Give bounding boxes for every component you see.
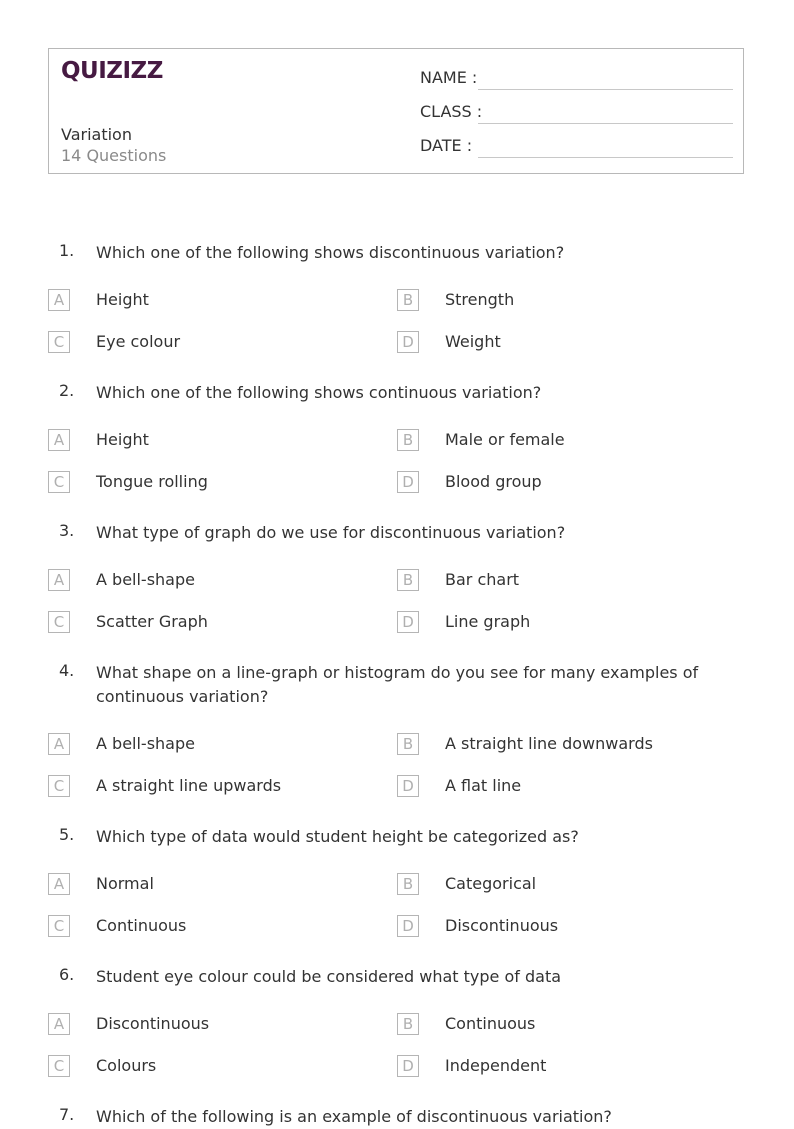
- option-letter-box[interactable]: A: [48, 429, 70, 451]
- question-text: Which one of the following shows continuous variation?: [96, 383, 542, 402]
- class-label: CLASS :: [420, 102, 483, 121]
- option-letter-box[interactable]: B: [397, 873, 419, 895]
- worksheet-title: Variation: [61, 125, 132, 144]
- option-letter-box[interactable]: B: [397, 569, 419, 591]
- option-letter-box[interactable]: A: [48, 873, 70, 895]
- question-number: 5.: [59, 825, 75, 844]
- option-text: Discontinuous: [96, 1014, 210, 1033]
- class-line[interactable]: [478, 123, 733, 124]
- option-text: Bar chart: [445, 570, 520, 589]
- option-letter-box[interactable]: A: [48, 569, 70, 591]
- option-letter-box[interactable]: A: [48, 733, 70, 755]
- option-text: Weight: [445, 332, 501, 351]
- worksheet-header: [48, 48, 744, 174]
- option-text: A bell-shape: [96, 570, 195, 589]
- date-line[interactable]: [478, 157, 733, 158]
- option-text: Male or female: [445, 430, 565, 449]
- question-text: What shape on a line-graph or histogram do you see for many examples of continuous variation?: [96, 663, 699, 706]
- option-letter-box[interactable]: B: [397, 1013, 419, 1035]
- question-number: 2.: [59, 381, 75, 400]
- option-text: Categorical: [445, 874, 537, 893]
- option-letter-box[interactable]: A: [48, 1013, 70, 1035]
- option-text: Height: [96, 290, 149, 309]
- question-text: Student eye colour could be considered what type of data: [96, 967, 562, 986]
- option-text: Eye colour: [96, 332, 181, 351]
- option-text: A straight line upwards: [96, 776, 282, 795]
- question-text: Which one of the following shows discontinuous variation?: [96, 243, 565, 262]
- option-letter-box[interactable]: D: [397, 331, 419, 353]
- question-text: Which type of data would student height be categorized as?: [96, 827, 579, 846]
- option-letter-box[interactable]: D: [397, 611, 419, 633]
- option-letter-box[interactable]: D: [397, 775, 419, 797]
- name-line[interactable]: [478, 89, 733, 90]
- option-letter-box[interactable]: D: [397, 1055, 419, 1077]
- question-number: 6.: [59, 965, 75, 984]
- option-letter-box[interactable]: B: [397, 733, 419, 755]
- option-letter-box[interactable]: B: [397, 429, 419, 451]
- option-letter-box[interactable]: B: [397, 289, 419, 311]
- option-text: Continuous: [96, 916, 187, 935]
- question-text: What type of graph do we use for discontinuous variation?: [96, 523, 566, 542]
- option-letter-box[interactable]: D: [397, 471, 419, 493]
- question-number: 3.: [59, 521, 75, 540]
- option-text: Line graph: [445, 612, 531, 631]
- option-text: Tongue rolling: [96, 472, 208, 491]
- option-text: Continuous: [445, 1014, 536, 1033]
- option-text: Strength: [445, 290, 515, 309]
- option-letter-box[interactable]: C: [48, 331, 70, 353]
- question-number: 7.: [59, 1105, 75, 1124]
- name-label: NAME :: [420, 68, 478, 87]
- option-letter-box[interactable]: A: [48, 289, 70, 311]
- option-letter-box[interactable]: C: [48, 915, 70, 937]
- option-text: Normal: [96, 874, 154, 893]
- option-letter-box[interactable]: C: [48, 775, 70, 797]
- date-label: DATE :: [420, 136, 473, 155]
- option-text: Independent: [445, 1056, 547, 1075]
- option-letter-box[interactable]: C: [48, 611, 70, 633]
- option-text: Scatter Graph: [96, 612, 208, 631]
- question-count: 14 Questions: [61, 146, 167, 165]
- option-text: A bell-shape: [96, 734, 195, 753]
- option-text: Height: [96, 430, 149, 449]
- quizizz-logo: QUIZIZZ: [61, 58, 163, 84]
- option-letter-box[interactable]: D: [397, 915, 419, 937]
- option-text: Blood group: [445, 472, 542, 491]
- question-number: 1.: [59, 241, 75, 260]
- option-text: A flat line: [445, 776, 522, 795]
- option-letter-box[interactable]: C: [48, 471, 70, 493]
- option-text: Colours: [96, 1056, 157, 1075]
- option-text: Discontinuous: [445, 916, 559, 935]
- question-text: Which of the following is an example of discontinuous variation?: [96, 1107, 612, 1126]
- question-number: 4.: [59, 661, 75, 680]
- option-text: A straight line downwards: [445, 734, 653, 753]
- option-letter-box[interactable]: C: [48, 1055, 70, 1077]
